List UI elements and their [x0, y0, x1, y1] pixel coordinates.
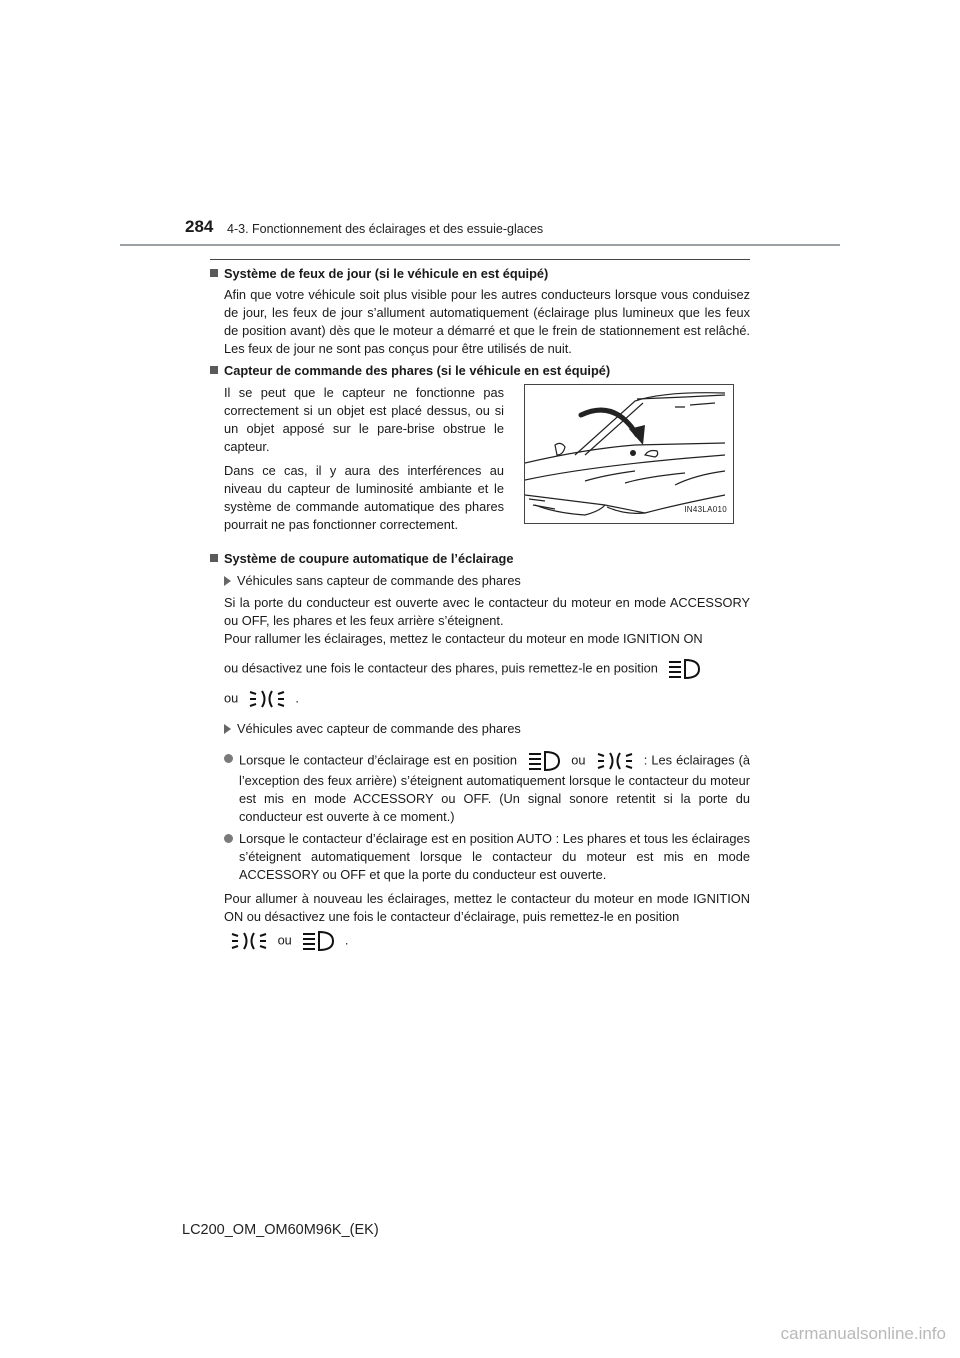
case1-instruction-end: ou . — [224, 688, 750, 710]
content-divider — [210, 259, 750, 260]
square-bullet-icon — [210, 269, 218, 277]
windshield-sensor-illustration — [524, 384, 734, 524]
case1-instruction: ou désactivez une fois le contacteur des phares, puis remettez-le en position — [224, 658, 750, 680]
section-heading-auto-off: Système de coupure automatique de l’éclairage — [210, 550, 750, 568]
square-bullet-icon — [210, 554, 218, 562]
header-divider — [120, 244, 840, 246]
round-bullet-icon — [224, 754, 233, 763]
sensor-block — [224, 384, 750, 540]
drl-text: Afin que votre véhicule soit plus visible pour les autres conducteurs lorsque vous conduisez de jour, les feux de jour s’allument automatiquement (éclairage plus lumineux que les feux de position avant) dès que le moteur a démarré et que le frein de stationnement est relâché. Les feux de jour ne sont pas conçus pour être utilisés de nuit. — [224, 287, 750, 356]
tail-light-icon — [596, 750, 634, 772]
triangle-bullet-icon — [224, 724, 231, 734]
document-code: LC200_OM_OM60M96K_(EK) — [182, 1222, 379, 1238]
section-heading-drl: Système de feux de jour (si le véhicule en est équipé) — [210, 265, 750, 283]
case-without-sensor: Véhicules sans capteur de commande des phares — [224, 572, 750, 590]
sensor-paragraph-2: Dans ce cas, il y aura des interférences au niveau du capteur de luminosité ambiante et le système de commande automatique des phares pourrait ne pas fonctionner correctement. — [224, 463, 504, 532]
bullet-item-2: Lorsque le contacteur d’éclairage est en position AUTO : Les phares et tous les éclairages s’éteignent automatiquement lorsque le contacteur du moteur est mis en mode ACCESSORY ou OFF et que la porte du conducteur est ouverte. — [224, 830, 750, 884]
closing-text: Pour allumer à nouveau les éclairages, mettez le contacteur du moteur en mode IGNITION ON ou désactivez une fois le contacteur d’éclairage, puis remettez-le en position — [224, 891, 750, 924]
closing-icons: ou . — [224, 930, 750, 952]
case-with-sensor: Véhicules avec capteur de commande des phares — [224, 720, 750, 738]
tail-light-icon — [248, 688, 286, 710]
bullet-item-1: Lorsque le contacteur d’éclairage est en position ou : Les éclairages (à l’exception des feux arrière) s’éteignent automatiquement lorsque le contacteur du moteur est mis en mode ACCESSORY ou OFF. (Un signal sonore retentit si la porte du conducteur est ouverte à ce moment.) — [224, 750, 750, 826]
case1-text-2: Pour rallumer les éclairages, mettez le contacteur du moteur en mode IGNITION ON — [224, 631, 703, 646]
chapter-title: 4-3. Fonctionnement des éclairages et des essuie-glaces — [227, 222, 544, 236]
sensor-paragraph-1: Il se peut que le capteur ne fonctionne pas correctement si un objet est placé dessus, ou si un objet apposé sur le pare-brise obstrue le capteur. — [224, 385, 504, 454]
sensor-text — [224, 384, 504, 540]
headlight-icon — [667, 658, 701, 680]
square-bullet-icon — [210, 366, 218, 374]
watermark: carmanualsonline.info — [780, 1324, 946, 1343]
case1-text: Si la porte du conducteur est ouverte avec le contacteur du moteur en mode ACCESSORY ou OFF, les phares et les feux arrière s’éteignent. — [224, 595, 750, 628]
tail-light-icon — [230, 930, 268, 952]
round-bullet-icon — [224, 834, 233, 843]
triangle-bullet-icon — [224, 576, 231, 586]
headlight-icon — [301, 930, 335, 952]
figure-code: IN43LA010 — [684, 505, 727, 514]
headlight-icon — [527, 750, 561, 772]
section-heading-sensor: Capteur de commande des phares (si le véhicule en est équipé) — [210, 362, 750, 380]
page-content — [210, 265, 750, 958]
page-number: 284 — [185, 217, 214, 236]
